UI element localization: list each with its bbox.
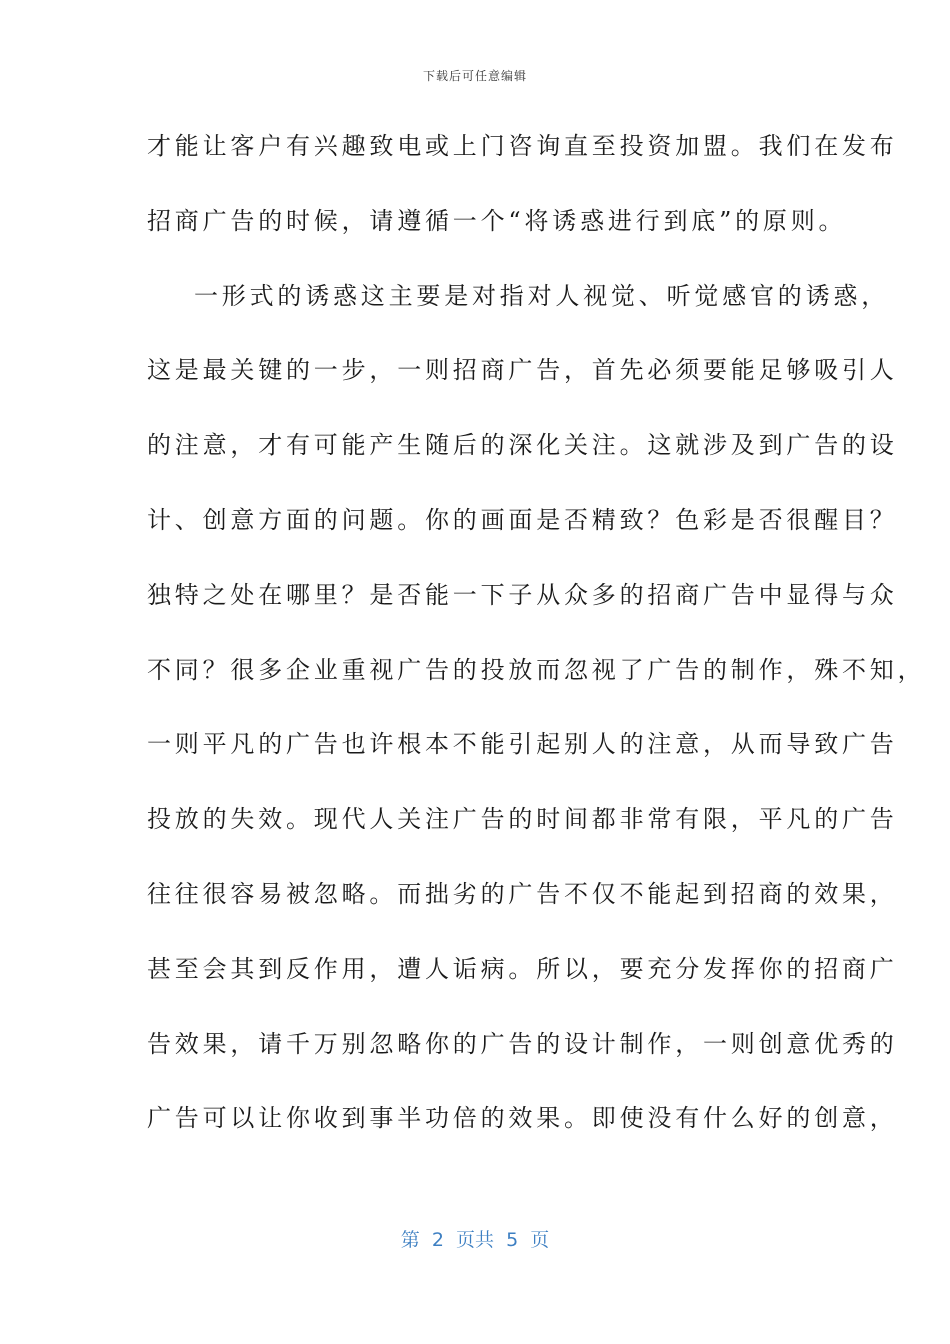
- text-line: 这是最关键的一步，一则招商广告，首先必须要能足够吸引人: [147, 356, 898, 385]
- text-line: 独特之处在哪里？是否能一下子从众多的招商广告中显得与众: [147, 580, 898, 609]
- text-line: 告效果，请千万别忽略你的广告的设计制作，一则创意优秀的: [147, 1029, 898, 1058]
- page-header: 下载后可任意编辑: [422, 69, 527, 83]
- page-number-footer: 第 2 页共 5 页: [400, 1229, 550, 1251]
- paragraph-first-line: 一形式的诱惑这主要是对指对人视觉、听觉感官的诱惑，: [194, 281, 889, 310]
- document-body: [147, 121, 926, 1168]
- text-line: 投放的失效。现代人关注广告的时间都非常有限，平凡的广告: [147, 805, 898, 834]
- text-line: 一则平凡的广告也许根本不能引起别人的注意，从而导致广告: [147, 730, 898, 759]
- text-line: 不同？很多企业重视广告的投放而忽视了广告的制作，殊不知，: [147, 655, 926, 684]
- text-line: 才能让客户有兴趣致电或上门咨询直至投资加盟。我们在发布: [147, 132, 898, 160]
- text-line: 往往很容易被忽略。而拙劣的广告不仅不能起到招商的效果，: [147, 879, 898, 908]
- text-line: 的注意，才有可能产生随后的深化关注。这就涉及到广告的设: [147, 431, 898, 460]
- text-line: 甚至会其到反作用，遭人诟病。所以，要充分发挥你的招商广: [147, 954, 898, 983]
- text-line: 广告可以让你收到事半功倍的效果。即使没有什么好的创意，: [147, 1104, 898, 1133]
- text-line: 招商广告的时候，请遵循一个“将诱惑进行到底”的原则。: [147, 206, 847, 235]
- text-line: 计、创意方面的问题。你的画面是否精致？色彩是否很醒目？: [147, 505, 898, 534]
